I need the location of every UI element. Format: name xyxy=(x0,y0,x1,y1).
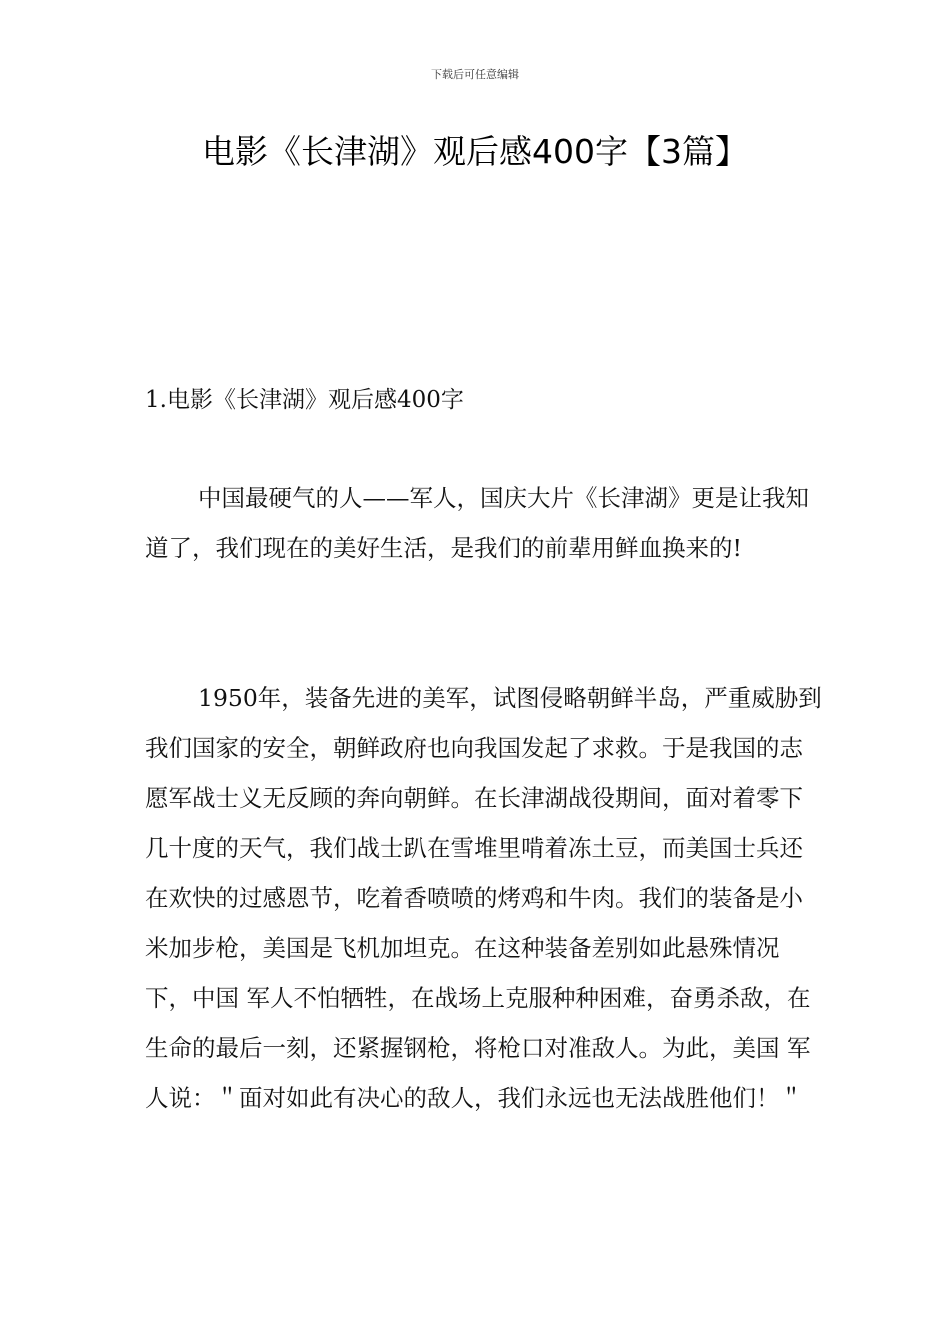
paragraph-1: 中国最硬气的人——军人，国庆大片《长津湖》更是让我知道了，我们现在的美好生活，是我们的前辈用鲜血换来的! xyxy=(145,484,809,562)
document-title: 电影《长津湖》观后感400字【3篇】 xyxy=(202,132,748,171)
section-heading: 1.电影《长津湖》观后感400字 xyxy=(145,387,464,413)
paragraph-2: 1950年，装备先进的美军，试图侵略朝鲜半岛，严重威胁到我们国家的安全，朝鲜政府也向我国发起了求救。于是我国的志愿军战士义无反顾的奔向朝鲜。在长津湖战役期间，面对着零下几十度的天气，我们战士趴在雪堆里啃着冻土豆，而美国士兵还在欢快的过感恩节，吃着香喷喷的烤鸡和牛肉。我们的装备是小米加步枪，美国是飞机加坦克。在这种装备差别如此悬殊情况下，中国 军人不怕牺牲，在战场上克服种种困难，奋勇杀敌，在生命的最后一刻，还紧握钢枪，将枪口对准敌人。为此，美国 军人说：＂面对如此有决心的敌人，我们永远也无法战胜他们！＂ xyxy=(145,684,822,1112)
header-note: 下载后可任意编辑 xyxy=(431,68,519,81)
